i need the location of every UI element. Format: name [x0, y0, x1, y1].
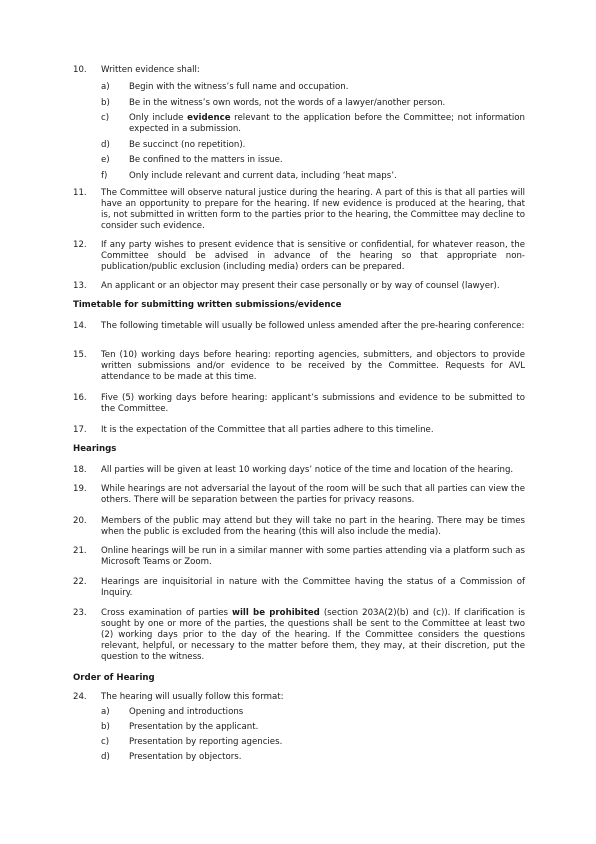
sub-item-24d: [101, 752, 525, 763]
clause-number: 22.: [73, 577, 87, 587]
clause-number: 16.: [73, 393, 87, 403]
clause-number: 12.: [73, 240, 87, 250]
section-heading-order-of-hearing: Order of Hearing: [73, 673, 155, 683]
sub-letter: b): [101, 722, 110, 732]
sub-item-10d: [101, 140, 525, 151]
sub-item-24b: [101, 722, 525, 733]
clause-20: [73, 516, 525, 538]
sub-item-10a: [101, 82, 525, 93]
clause-18: [73, 465, 525, 476]
sub-letter: c): [101, 737, 110, 747]
clause-number: 21.: [73, 546, 87, 556]
clause-11: [73, 188, 525, 232]
sub-item-10c: [101, 113, 525, 135]
clause-number: 11.: [73, 188, 87, 198]
clause-number: 17.: [73, 425, 87, 435]
clause-text: Hearings are inquisitorial in nature with the Committee having the status of a Commission of Inquiry.: [101, 577, 525, 598]
sub-text: Presentation by reporting agencies.: [129, 737, 283, 747]
clause-number: 23.: [73, 608, 87, 618]
clause-number: 19.: [73, 484, 87, 494]
clause-text: While hearings are not adversarial the layout of the room will be such that all parties can view the others. There will be separation between the parties for privacy reasons.: [101, 484, 525, 505]
clause-24: [73, 692, 525, 703]
sub-letter: b): [101, 98, 110, 108]
sub-text: Presentation by the applicant.: [129, 722, 259, 732]
sub-text: [129, 113, 525, 135]
clause-text: It is the expectation of the Committee that all parties adhere to this timeline.: [101, 425, 434, 435]
clause-text: Five (5) working days before hearing: applicant’s submissions and evidence to be submitted to the Committee.: [101, 393, 525, 414]
text-run: Only include: [129, 113, 188, 123]
clause-text: The Committee will observe natural justice during the hearing. A part of this is that all parties will have an opportunity to prepare for the hearing. If new evidence is produced at the hearing, that is, not submitted in written form to the parties prior to the hearing, the Committee may decline to consider such evidence.: [101, 188, 525, 231]
section-heading-hearings: Hearings: [73, 444, 117, 454]
sub-letter: f): [101, 171, 108, 181]
sub-letter: d): [101, 140, 110, 150]
sub-letter: d): [101, 752, 110, 762]
clause-10: [73, 65, 525, 76]
clause-text: Online hearings will be run in a similar manner with some parties attending via a platform such as Microsoft Teams or Zoom.: [101, 546, 525, 567]
bold-text: will be prohibited: [232, 608, 320, 618]
clause-19: [73, 484, 525, 506]
text-run: relevant to the application before the Committee; not information expected in a submission.: [129, 113, 525, 134]
clause-21: [73, 546, 525, 568]
clause-14: [73, 321, 525, 332]
clause-16: [73, 393, 525, 415]
sub-text: Begin with the witness’s full name and occupation.: [129, 82, 349, 92]
clause-23: [73, 608, 525, 663]
sub-letter: a): [101, 707, 110, 717]
sub-item-10e: [101, 155, 525, 166]
section-heading-timetable: Timetable for submitting written submissions/evidence: [73, 300, 342, 310]
clause-text: Written evidence shall:: [101, 65, 200, 75]
clause-12: [73, 240, 525, 273]
bold-text: evidence: [187, 113, 231, 123]
sub-text: Be confined to the matters in issue.: [129, 155, 283, 165]
sub-item-24c: [101, 737, 525, 748]
clause-22: [73, 577, 525, 599]
clause-17: [73, 425, 525, 436]
clause-number: 13.: [73, 281, 87, 291]
clause-text: Ten (10) working days before hearing: reporting agencies, submitters, and objectors to provide written submissions and/or evidence to be received by the Committee. Requests for AVL attendance to be made at this time.: [101, 350, 525, 382]
sub-text: Be succinct (no repetition).: [129, 140, 246, 150]
sub-text: Opening and introductions: [129, 707, 244, 717]
clause-text: [101, 608, 525, 663]
clause-text: If any party wishes to present evidence that is sensitive or confidential, for whatever reason, the Committee should be advised in advance of the hearing so that appropriate non-publication/public exclusion (including media) orders can be prepared.: [101, 240, 525, 272]
sub-letter: c): [101, 113, 110, 123]
text-run: Cross examination of parties: [101, 608, 233, 618]
sub-item-10f: [101, 171, 525, 182]
sub-text: Be in the witness’s own words, not the words of a lawyer/another person.: [129, 98, 446, 108]
clause-text: The hearing will usually follow this format:: [101, 692, 284, 702]
text-run: (section 203A(2)(b) and (c)). If clarification is sought by one or more of the parties, the questions shall be sent to the Committee at least two (2) working days prior to the day of the hearing. If the Committee considers the questions relevant, helpful, or necessary to the matter before them, they may, at their discretion, put the question to the witness.: [101, 608, 525, 662]
clause-15: [73, 350, 525, 383]
clause-text: An applicant or an objector may present their case personally or by way of counsel (lawyer).: [101, 281, 500, 291]
clause-13: [73, 281, 525, 292]
sub-text: Only include relevant and current data, including ‘heat maps’.: [129, 171, 397, 181]
sub-letter: a): [101, 82, 110, 92]
clause-number: 18.: [73, 465, 87, 475]
clause-text: The following timetable will usually be followed unless amended after the pre-hearing conference:: [101, 321, 525, 331]
sub-item-24a: [101, 707, 525, 718]
sub-text: Presentation by objectors.: [129, 752, 242, 762]
sub-item-10b: [101, 98, 525, 109]
clause-number: 14.: [73, 321, 87, 331]
clause-text: All parties will be given at least 10 working days’ notice of the time and location of the hearing.: [101, 465, 514, 475]
sub-letter: e): [101, 155, 110, 165]
clause-number: 24.: [73, 692, 87, 702]
clause-text: Members of the public may attend but they will take no part in the hearing. There may be times when the public is excluded from the hearing (this will also include the media).: [101, 516, 525, 537]
clause-number: 15.: [73, 350, 87, 360]
clause-number: 20.: [73, 516, 87, 526]
clause-number: 10.: [73, 65, 87, 75]
